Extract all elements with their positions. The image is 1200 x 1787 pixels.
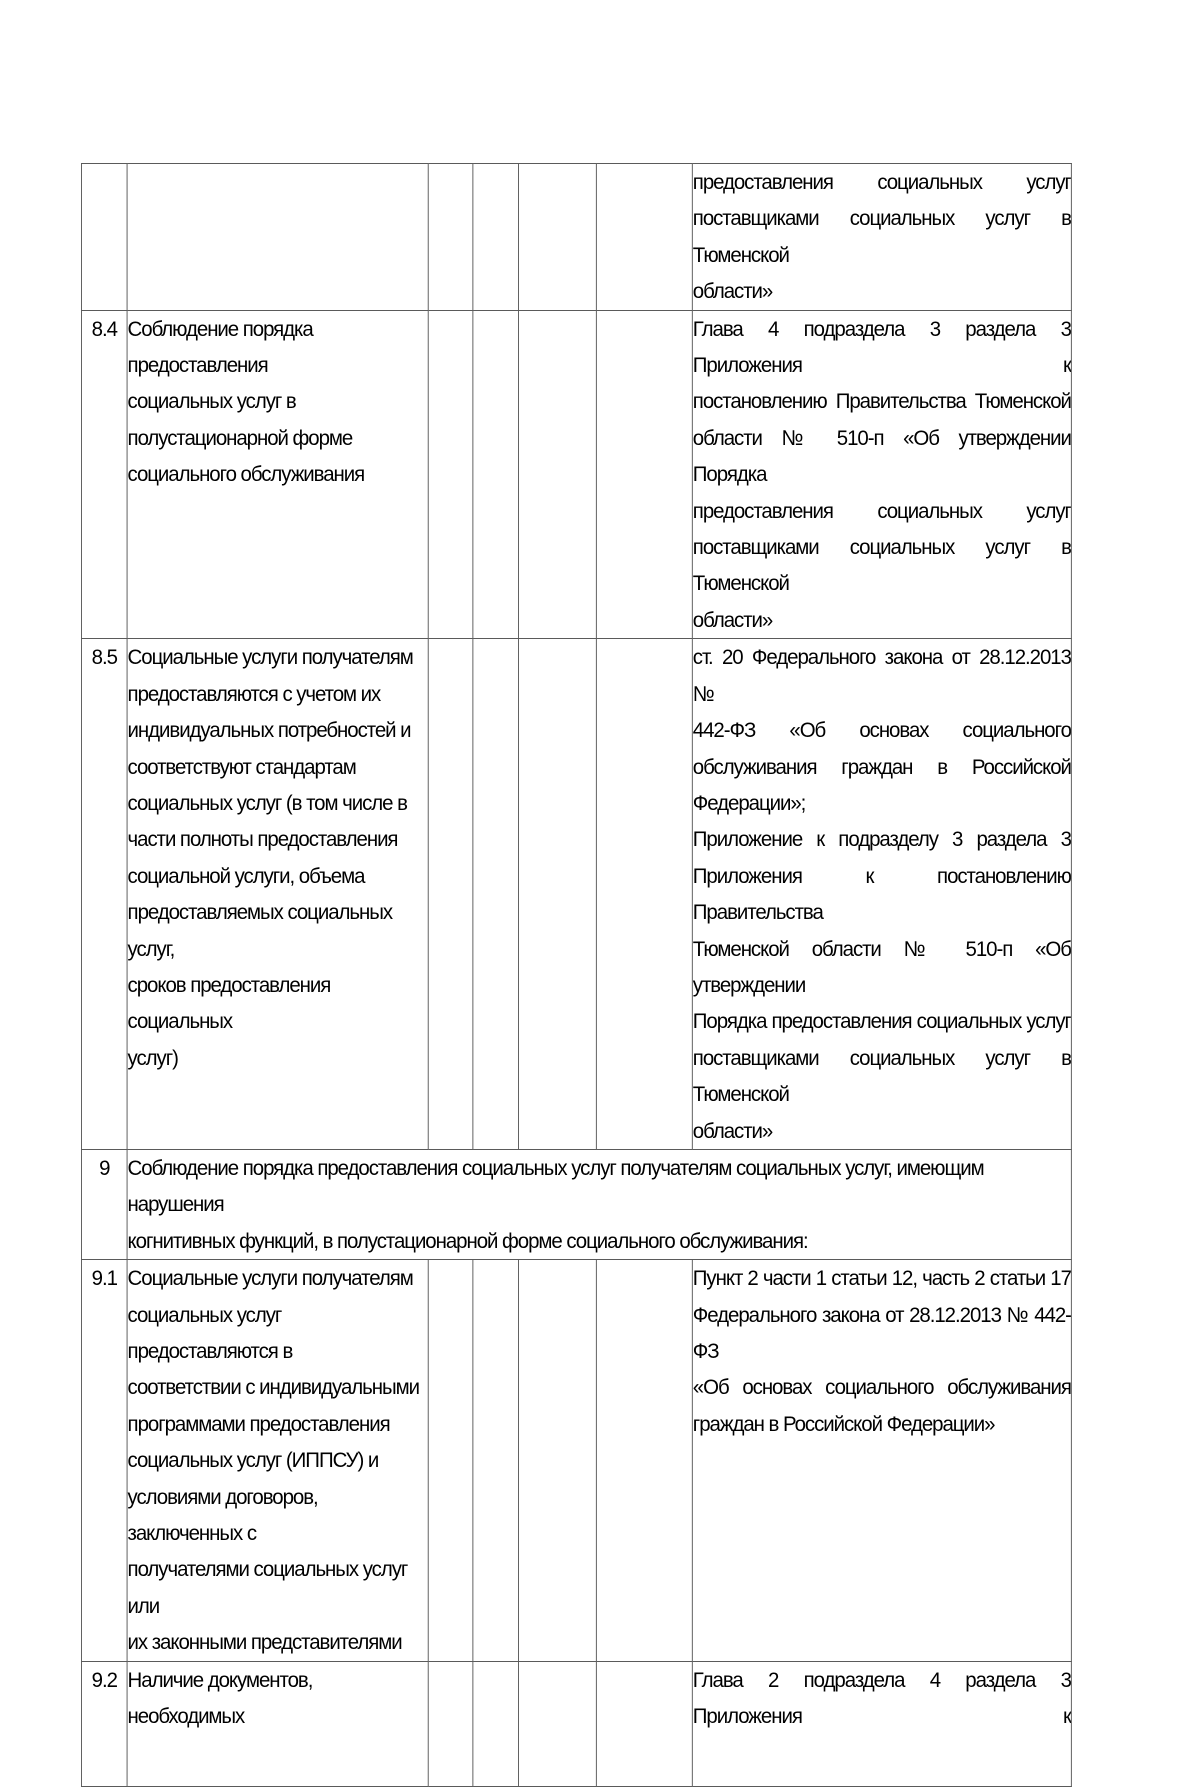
reference-line: Федерального закона от 28.12.2013 № 442-ФЗ [692, 1302, 1071, 1363]
requirement-line: Соблюдение порядка предоставления [127, 316, 313, 378]
reference-line: постановлению Правительства Тюменской [692, 389, 1071, 414]
empty-check-cell [518, 164, 596, 311]
empty-check-cell [518, 310, 596, 639]
empty-check-cell [596, 1260, 692, 1661]
reference-line: Федерации»; [692, 790, 806, 815]
reference-line: Глава 4 подраздела 3 раздела 3 Приложения к [692, 316, 1071, 378]
row-number [81, 164, 127, 311]
table-row [81, 310, 1071, 639]
row-number-text: 9.1 [91, 1266, 117, 1291]
reference-line: граждан в Российской Федерации» [692, 1411, 995, 1436]
legal-reference-cell [692, 639, 1071, 1150]
reference-line: Приложение к подразделу 3 раздела 3 [692, 827, 1071, 852]
reference-line: поставщиками социальных услуг в Тюменской [692, 535, 1071, 596]
section-number-text: 9 [99, 1155, 110, 1180]
row-number [81, 1260, 127, 1661]
requirement-line: части полноты предоставления [127, 827, 398, 852]
checklist-table [81, 163, 1072, 1787]
empty-check-cell [596, 1661, 692, 1786]
empty-check-cell [596, 639, 692, 1150]
requirement-line: Социальные услуги получателям [127, 1266, 413, 1291]
requirement-cell [127, 310, 428, 639]
table-row [81, 164, 1071, 311]
requirement-line: когнитивных функций, в полустационарной форме социального обслуживания: [127, 1228, 808, 1253]
reference-line: Тюменской области № 510-п «Об утверждении [692, 936, 1071, 997]
reference-line: области» [692, 607, 773, 632]
empty-check-cell [473, 164, 519, 311]
requirement-line: социальных услуг (ИППСУ) и [127, 1448, 379, 1473]
empty-check-cell [428, 310, 473, 639]
reference-line: предоставления социальных услуг [692, 498, 1071, 523]
reference-line: обслуживания граждан в Российской [692, 754, 1071, 779]
requirement-line: соответствии с индивидуальными [127, 1375, 420, 1400]
requirement-line: программами предоставления [127, 1411, 390, 1436]
empty-check-cell [473, 310, 519, 639]
document-page [81, 163, 1123, 1729]
section-number [81, 1149, 127, 1259]
table-body [81, 164, 1071, 1787]
requirement-line: социального обслуживания [127, 462, 365, 487]
empty-check-cell [428, 164, 473, 311]
reference-line: Приложения к постановлению Правительства [692, 863, 1071, 925]
empty-check-cell [473, 1661, 519, 1786]
row-number-text: 8.5 [91, 645, 117, 670]
row-number-text: 9.2 [91, 1667, 117, 1692]
reference-line: области» [692, 279, 773, 304]
requirement-line: условиями договоров, заключенных с [127, 1484, 318, 1546]
requirement-line: предоставляемых социальных услуг, [127, 900, 393, 961]
legal-reference-cell [692, 1260, 1071, 1661]
table-row [81, 1260, 1071, 1661]
reference-line: области № 510-п «Об утверждении Порядка [692, 425, 1071, 487]
requirement-line: Социальные услуги получателям [127, 645, 413, 670]
empty-check-cell [473, 639, 519, 1150]
empty-check-cell [428, 1260, 473, 1661]
empty-check-cell [428, 1661, 473, 1786]
table-row [81, 639, 1071, 1150]
legal-reference-cell [692, 164, 1071, 311]
reference-line: Пункт 2 части 1 статьи 12, часть 2 статьи 17 [692, 1266, 1071, 1291]
requirement-line: сроков предоставления социальных [127, 972, 331, 1034]
row-number-text: 8.4 [91, 316, 117, 341]
section-header-row [81, 1149, 1071, 1259]
requirement-line: Наличие документов, необходимых [127, 1667, 313, 1729]
empty-check-cell [473, 1260, 519, 1661]
requirement-line: получателями социальных услуг или [127, 1557, 408, 1618]
row-number [81, 639, 127, 1150]
reference-line: 442-ФЗ «Об основах социального [692, 718, 1071, 743]
requirement-line: их законными представителями [127, 1630, 402, 1655]
reference-line: поставщиками социальных услуг в Тюменской [692, 206, 1071, 267]
row-number [81, 1661, 127, 1786]
empty-check-cell [518, 1260, 596, 1661]
reference-line: предоставления социальных услуг [692, 170, 1071, 194]
requirement-line: услуг) [127, 1045, 178, 1070]
empty-check-cell [596, 164, 692, 311]
reference-line: области» [692, 1118, 773, 1143]
reference-line: ст. 20 Федерального закона от 28.12.2013 № [692, 645, 1071, 706]
requirement-cell [127, 1661, 428, 1786]
requirement-cell [127, 639, 428, 1150]
requirement-line: индивидуальных потребностей и [127, 718, 411, 743]
requirement-line: предоставляются с учетом их [127, 681, 381, 706]
section-title-cell [127, 1149, 1071, 1259]
empty-check-cell [596, 310, 692, 639]
requirement-line: Соблюдение порядка предоставления социальных услуг получателям социальных услуг, имеющим нарушения [127, 1155, 984, 1217]
reference-line: «Об основах социального обслуживания [692, 1375, 1071, 1400]
requirement-line: полустационарной форме [127, 425, 353, 450]
requirement-line: социальных услуг (в том числе в [127, 790, 407, 815]
reference-line: поставщиками социальных услуг в Тюменской [692, 1045, 1071, 1107]
empty-check-cell [428, 639, 473, 1150]
requirement-line: социальных услуг предоставляются в [127, 1302, 293, 1363]
row-number [81, 310, 127, 639]
empty-check-cell [518, 1661, 596, 1786]
legal-reference-cell [692, 310, 1071, 639]
requirement-line: социальных услуг в [127, 389, 296, 414]
table-row [81, 1661, 1071, 1786]
requirement-line: соответствуют стандартам [127, 754, 356, 779]
reference-line: Порядка предоставления социальных услуг [692, 1009, 1071, 1034]
requirement-line: социальной услуги, объема [127, 863, 365, 888]
requirement-cell [127, 164, 428, 311]
reference-line: Глава 2 подраздела 4 раздела 3 Приложения к [692, 1667, 1071, 1729]
legal-reference-cell [692, 1661, 1071, 1786]
requirement-cell [127, 1260, 428, 1661]
empty-check-cell [518, 639, 596, 1150]
